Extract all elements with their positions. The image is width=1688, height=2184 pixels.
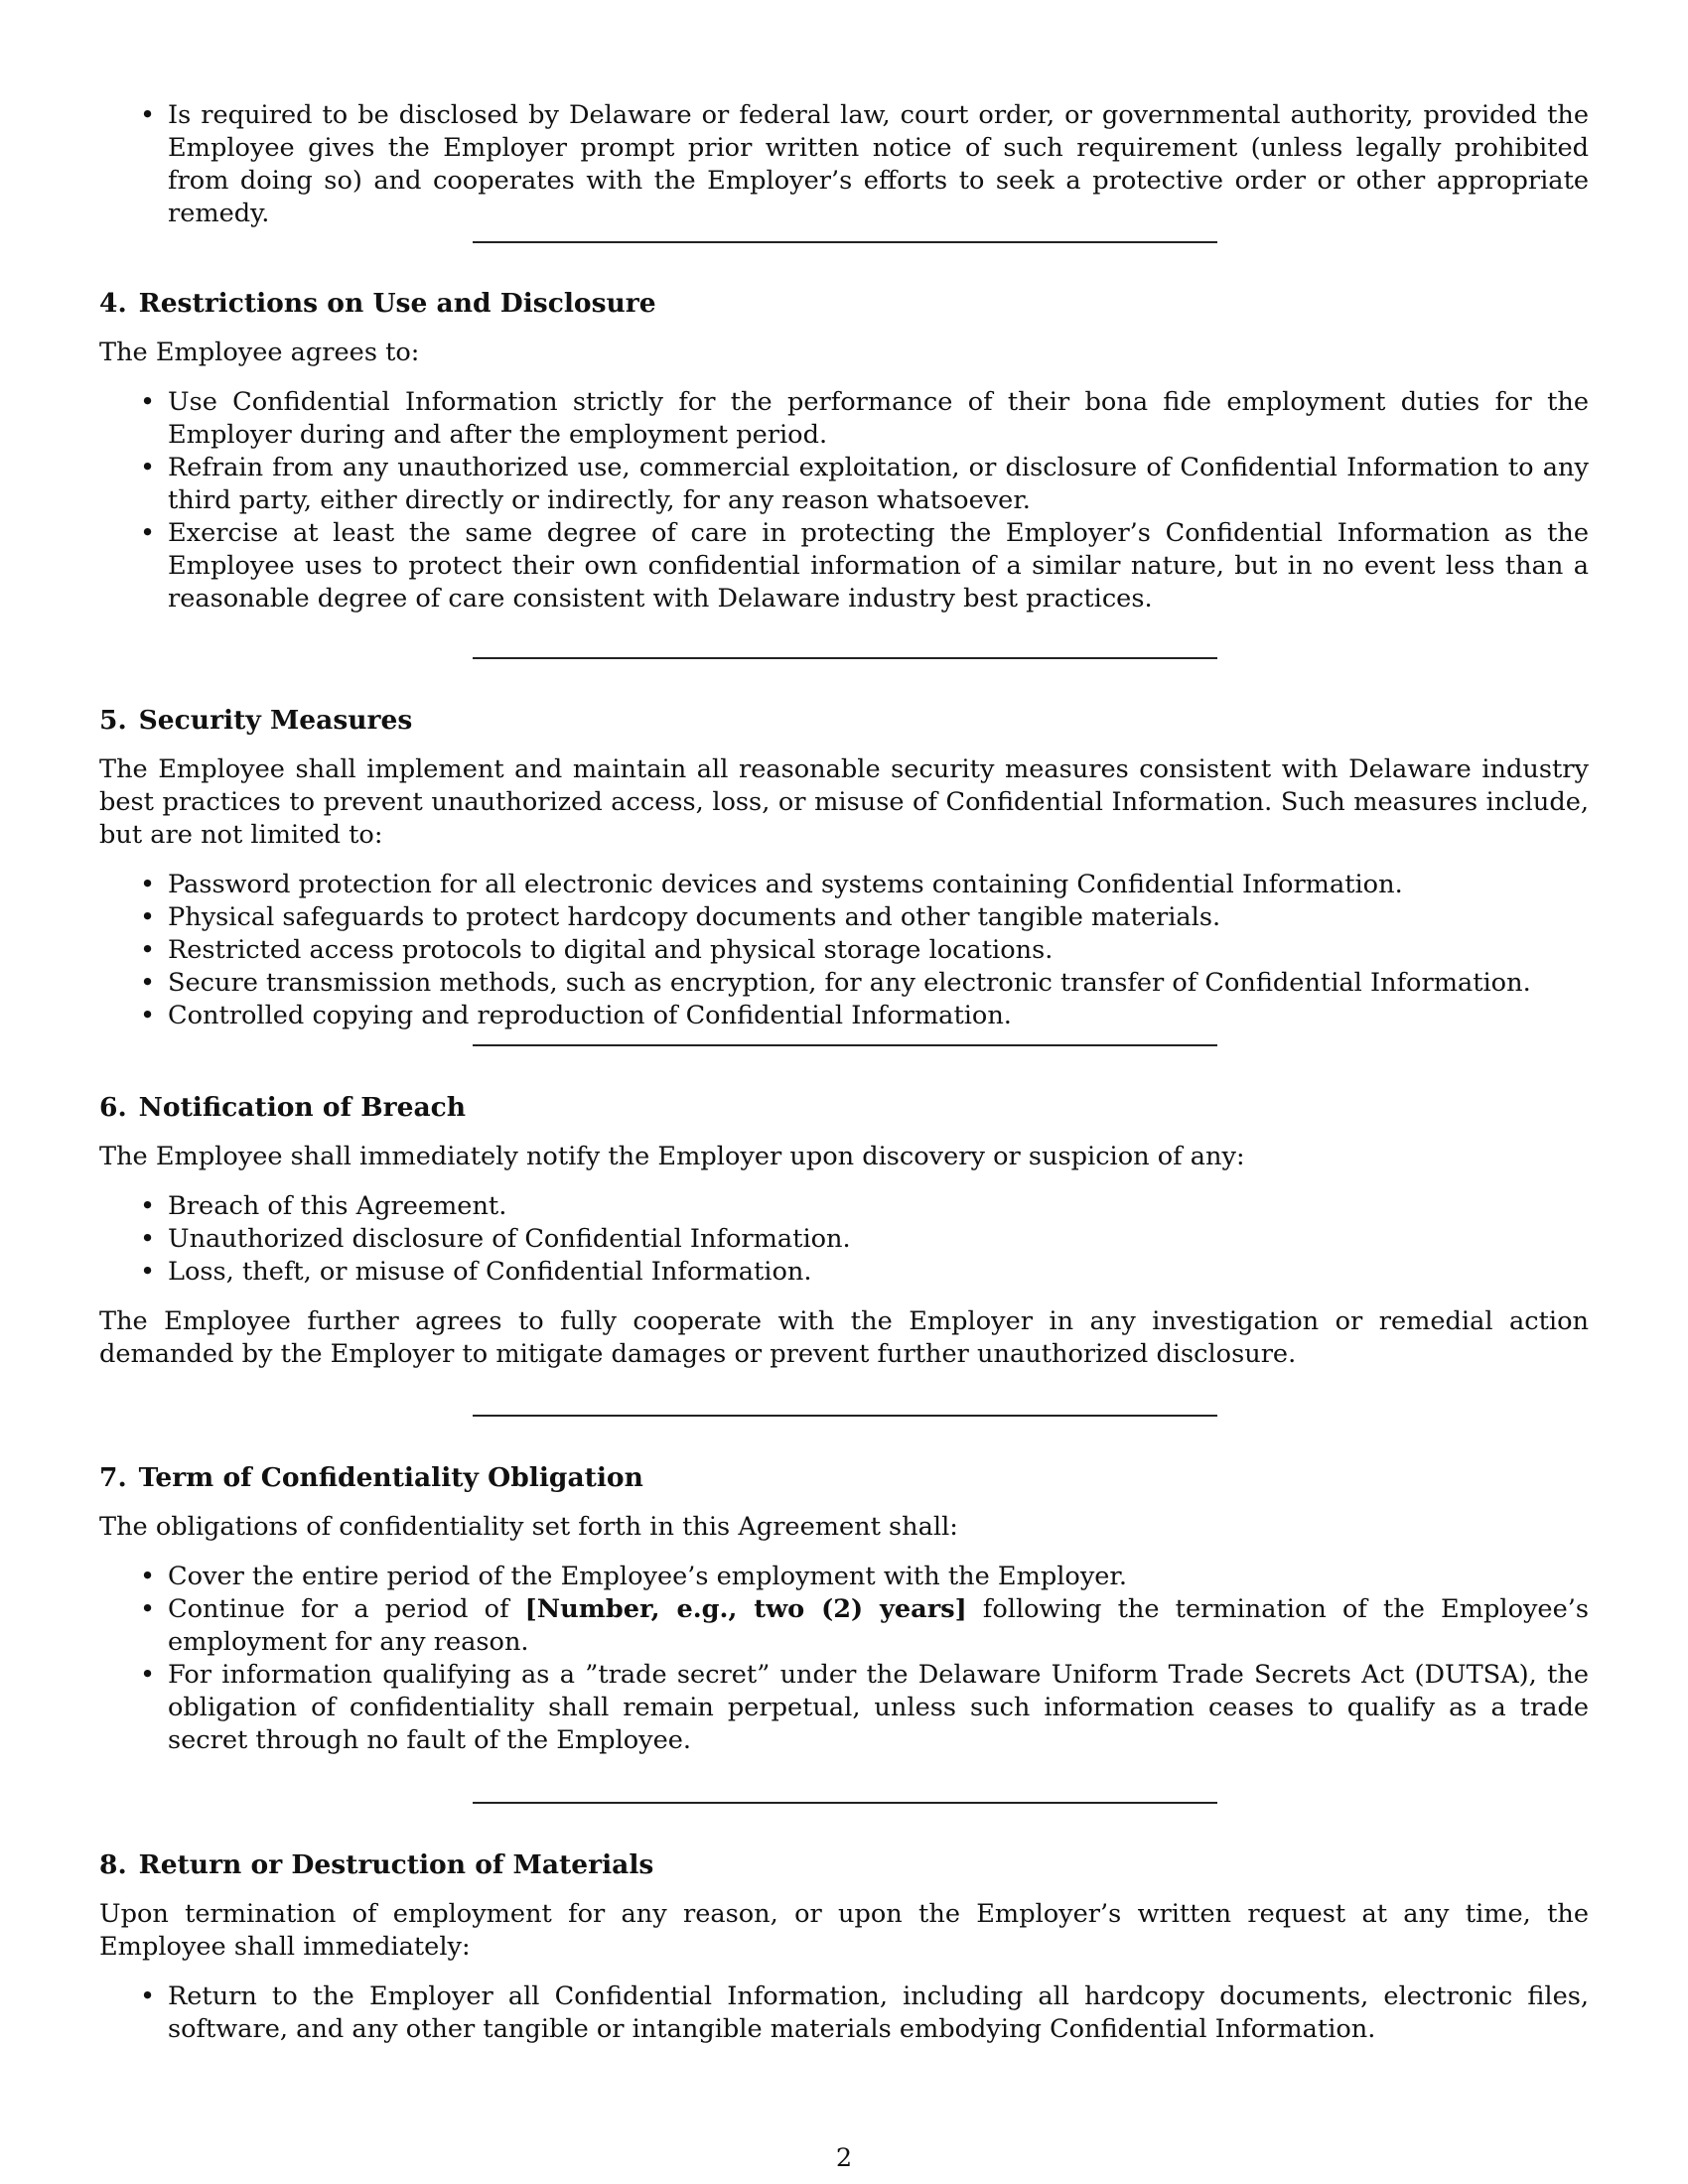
section-8 — [99, 1848, 1589, 2046]
list-item: • Restricted access protocols to digital and physical storage locations. — [99, 934, 1589, 967]
section-intro: The obligations of confidentiality set forth in this Agreement shall: — [99, 1512, 958, 1542]
bullet-list — [99, 1561, 1589, 1757]
bullet-list — [99, 1980, 1589, 2046]
section-divider — [473, 657, 1217, 659]
section-7 — [99, 1461, 1589, 1757]
page-number: 2 — [835, 2143, 853, 2173]
section-divider — [473, 1415, 1217, 1417]
section-intro: The Employee shall implement and maintain all reasonable security measures consistent with Delaware industry best practices to prevent unauthorized access, loss, or misuse of Confidential Information. Such measures include, but are not limited to: — [99, 754, 1589, 850]
section-divider — [473, 241, 1217, 243]
list-item: • Cover the entire period of the Employee’s employment with the Employer. — [99, 1561, 1589, 1593]
bullet-list — [99, 386, 1589, 615]
list-item: • Unauthorized disclosure of Confidential Information. — [99, 1223, 1589, 1256]
section-3-continuation — [99, 99, 1589, 230]
section-6 — [99, 1091, 1589, 1371]
list-item: • Is required to be disclosed by Delaware or federal law, court order, or governmental authority, provided the Employee gives the Employer prompt prior written notice of such requirement (unless legally prohibited from doing so) and cooperates with the Employer’s efforts to seek a protective order or other appropriate remedy. — [99, 99, 1589, 230]
list-item: • Breach of this Agreement. — [99, 1190, 1589, 1223]
list-item: • Password protection for all electronic devices and systems containing Confidential Information. — [99, 869, 1589, 901]
section-5 — [99, 704, 1589, 1032]
section-heading: 5. Security Measures — [99, 705, 413, 736]
section-divider — [473, 1802, 1217, 1804]
section-intro: The Employee shall immediately notify the Employer upon discovery or suspicion of any: — [99, 1142, 1245, 1171]
bullet-list — [99, 99, 1589, 230]
list-item: • Continue for a period of [Number, e.g., two (2) years] following the termination of the Employee’s employment for any reason. — [99, 1593, 1589, 1659]
section-heading: 4. Restrictions on Use and Disclosure — [99, 288, 656, 319]
bullet-list — [99, 869, 1589, 1032]
list-item: • Use Confidential Information strictly for the performance of their bona fide employment duties for the Employer during and after the employment period. — [99, 386, 1589, 452]
section-intro: The Employee agrees to: — [99, 338, 420, 367]
list-item: • Controlled copying and reproduction of Confidential Information. — [99, 1000, 1589, 1032]
list-item: • Secure transmission methods, such as encryption, for any electronic transfer of Confidential Information. — [99, 967, 1589, 1000]
section-heading: 6. Notification of Breach — [99, 1092, 467, 1123]
section-outro: The Employee further agrees to fully cooperate with the Employer in any investigation or remedial action demanded by the Employer to mitigate damages or prevent further unauthorized disclosure. — [99, 1306, 1589, 1369]
placeholder-term: [Number, e.g., two (2) years] — [524, 1594, 967, 1624]
bullet-list — [99, 1190, 1589, 1289]
section-intro: Upon termination of employment for any reason, or upon the Employer’s written request at any time, the Employee shall immediately: — [99, 1899, 1589, 1962]
section-heading: 8. Return or Destruction of Materials — [99, 1849, 654, 1880]
section-divider — [473, 1044, 1217, 1046]
list-item: • Loss, theft, or misuse of Confidential Information. — [99, 1256, 1589, 1289]
section-4 — [99, 287, 1589, 615]
section-heading: 7. Term of Confidentiality Obligation — [99, 1462, 643, 1493]
list-item: • Return to the Employer all Confidential Information, including all hardcopy documents, electronic files, software, and any other tangible or intangible materials embodying Confidential Information. — [99, 1980, 1589, 2046]
list-item: • For information qualifying as a ”trade secret” under the Delaware Uniform Trade Secrets Act (DUTSA), the obligation of confidentiality shall remain perpetual, unless such information ceases to qualify as a trade secret through no fault of the Employee. — [99, 1659, 1589, 1757]
list-item: • Physical safeguards to protect hardcopy documents and other tangible materials. — [99, 901, 1589, 934]
list-item: • Refrain from any unauthorized use, commercial exploitation, or disclosure of Confidential Information to any third party, either directly or indirectly, for any reason whatsoever. — [99, 452, 1589, 517]
list-item: • Exercise at least the same degree of care in protecting the Employer’s Confidential Information as the Employee uses to protect their own confidential information of a similar nature, but in no event less than a reasonable degree of care consistent with Delaware industry best practices. — [99, 517, 1589, 615]
